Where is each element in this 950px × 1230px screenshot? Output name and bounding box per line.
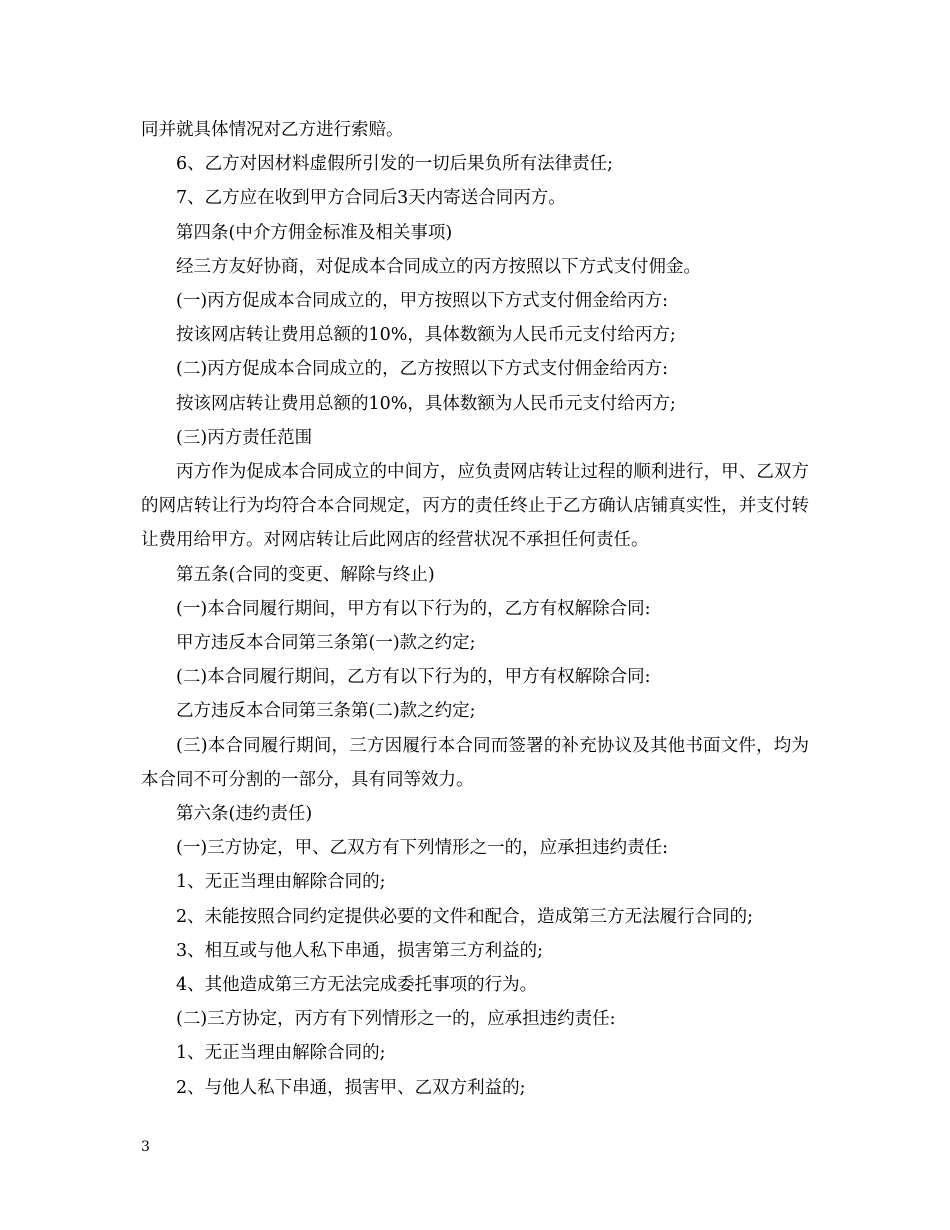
paragraph: (三)丙方责任范围 <box>176 427 313 448</box>
paragraph: (二)本合同履行期间，乙方有以下行为的，甲方有权解除合同: <box>176 667 651 688</box>
paragraph: (一)丙方促成本合同成立的，甲方按照以下方式支付佣金给丙方: <box>176 291 669 312</box>
paragraph: (一)三方协定，甲、乙双方有下列情形之一的，应承担违约责任: <box>176 838 669 859</box>
paragraph: 7、乙方应在收到甲方合同后3天内寄送合同丙方。 <box>176 188 566 209</box>
paragraph: 1、无正当理由解除合同的; <box>176 1043 386 1064</box>
section-heading: 第六条(违约责任) <box>176 804 313 825</box>
paragraph: (二)三方协定，丙方有下列情形之一的，应承担违约责任: <box>176 1009 616 1030</box>
paragraph: 3、相互或与他人私下串通，损害第三方利益的; <box>176 940 544 961</box>
paragraph: 甲方违反本合同第三条第(一)款之约定; <box>176 633 476 654</box>
paragraph: 1、无正当理由解除合同的; <box>176 872 386 893</box>
paragraph: 6、乙方对因材料虚假所引发的一切后果负所有法律责任; <box>176 154 614 175</box>
section-heading: 第四条(中介方佣金标准及相关事项) <box>176 222 453 243</box>
paragraph: 4、其他造成第三方无法完成委托事项的行为。 <box>176 975 538 996</box>
paragraph: (二)丙方促成本合同成立的，乙方按照以下方式支付佣金给丙方: <box>176 359 669 380</box>
paragraph: 按该网店转让费用总额的10%，具体数额为人民币元支付给丙方; <box>176 393 676 414</box>
paragraph: 同并就具体情况对乙方进行索赔。 <box>141 120 404 140</box>
paragraph: 丙方作为促成本合同成立的中间方，应负责网店转让过程的顺利进行，甲、乙双方的网店转让行为均符合本合同规定，丙方的责任终止于乙方确认店铺真实性，并支付转让费用给甲方。对网店转让后此网店的经营状况不承担任何责任。 <box>141 462 809 551</box>
paragraph: 按该网店转让费用总额的10%，具体数额为人民币元支付给丙方; <box>176 325 676 346</box>
page-number: 3 <box>141 1139 150 1155</box>
paragraph: (三)本合同履行期间，三方因履行本合同而签署的补充协议及其他书面文件，均为本合同不可分割的一部分，具有同等效力。 <box>141 735 809 790</box>
paragraph: 乙方违反本合同第三条第(二)款之约定; <box>176 701 476 722</box>
paragraph: 2、未能按照合同约定提供必要的文件和配合，造成第三方无法履行合同的; <box>176 906 754 927</box>
paragraph: 经三方友好协商，对促成本合同成立的丙方按照以下方式支付佣金。 <box>176 256 701 277</box>
section-heading: 第五条(合同的变更、解除与终止) <box>176 564 435 585</box>
paragraph: 2、与他人私下串通，损害甲、乙双方利益的; <box>176 1077 526 1098</box>
paragraph: (一)本合同履行期间，甲方有以下行为的，乙方有权解除合同: <box>176 598 651 619</box>
document-body <box>141 113 809 1105</box>
